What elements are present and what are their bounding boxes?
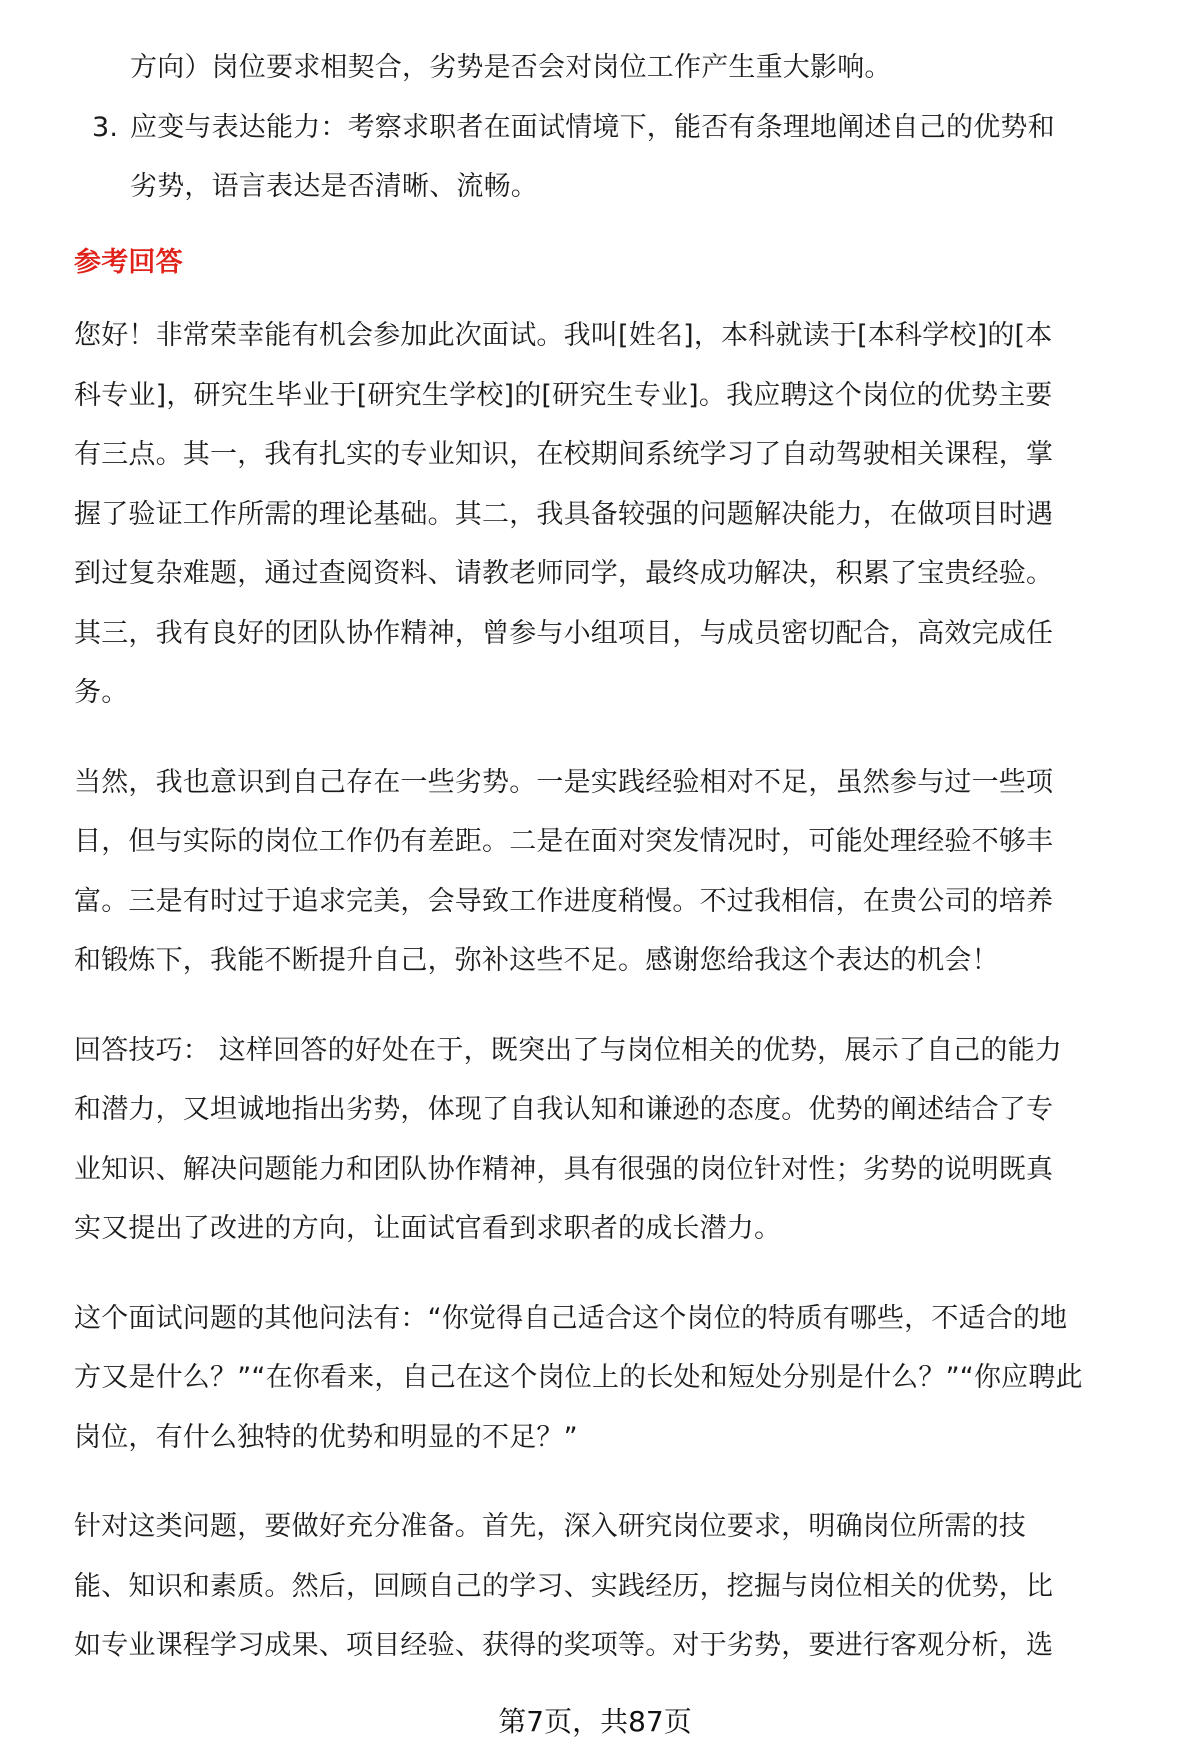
- paragraph-line: 业知识、解决问题能力和团队协作精神，具有很强的岗位针对性；劣势的说明既真: [74, 1153, 1054, 1185]
- paragraph-line: 回答技巧： 这样回答的好处在于，既突出了与岗位相关的优势，展示了自己的能力: [74, 1034, 1062, 1066]
- paragraph-line: 和潜力，又坦诚地指出劣势，体现了自我认知和谦逊的态度。优势的阐述结合了专: [74, 1094, 1054, 1125]
- page-content: [74, 38, 1162, 1706]
- paragraph-weaknesses: [74, 753, 1162, 991]
- paragraph-line: 其三，我有良好的团队协作精神，曾参与小组项目，与成员密切配合，高效完成任: [74, 617, 1054, 649]
- list-item-3: [74, 98, 1162, 217]
- paragraph-line: 有三点。其一，我有扎实的专业知识，在校期间系统学习了自动驾驶相关课程，掌: [74, 439, 1054, 470]
- paragraph-line: 到过复杂难题，通过查阅资料、请教老师同学，最终成功解决，积累了宝贵经验。: [74, 558, 1054, 589]
- paragraph-line: 当然，我也意识到自己存在一些劣势。一是实践经验相对不足，虽然参与过一些项: [74, 766, 1054, 798]
- list-item-3-number: 3.: [92, 111, 119, 143]
- paragraph-line: 和锻炼下，我能不断提升自己，弥补这些不足。感谢您给我这个表达的机会！: [74, 945, 999, 976]
- paragraph-line: 岗位，有什么独特的优势和明显的不足？”: [74, 1421, 578, 1453]
- paragraph-line: 握了验证工作所需的理论基础。其二，我具备较强的问题解决能力，在做项目时遇: [74, 498, 1054, 530]
- paragraph-line: 针对这类问题，要做好充分准备。首先，深入研究岗位要求，明确岗位所需的技: [74, 1511, 1026, 1542]
- paragraph-preparation: [74, 1497, 1162, 1676]
- list-item-3-text-line-2: 劣势，语言表达是否清晰、流畅。: [130, 171, 538, 202]
- paragraph-alternate-questions: [74, 1289, 1162, 1468]
- paragraph-line: 科专业]，研究生毕业于[研究生学校]的[研究生专业]。我应聘这个岗位的优势主要: [74, 379, 1053, 411]
- paragraph-answer-tips: [74, 1021, 1162, 1259]
- paragraph-line: 目，但与实际的岗位工作仍有差距。二是在面对突发情况时，可能处理经验不够丰: [74, 826, 1054, 857]
- paragraph-line: 方又是什么？”“在你看来，自己在这个岗位上的长处和短处分别是什么？”“你应聘此: [74, 1362, 1083, 1393]
- paragraph-line: 实又提出了改进的方向，让面试官看到求职者的成长潜力。: [74, 1213, 782, 1244]
- list-item-3-text-line-1: 应变与表达能力：考察求职者在面试情境下，能否有条理地阐述自己的优势和: [130, 111, 1055, 143]
- section-heading-reference-answer: 参考回答: [74, 246, 183, 278]
- paragraph-line: 这个面试问题的其他问法有：“你觉得自己适合这个岗位的特质有哪些，不适合的地: [74, 1302, 1068, 1334]
- list-item-2-continuation: 方向）岗位要求相契合，劣势是否会对岗位工作产生重大影响。: [130, 52, 892, 83]
- page-number-footer: 第7页，共87页: [498, 1705, 692, 1738]
- paragraph-line: 富。三是有时过于追求完美，会导致工作进度稍慢。不过我相信，在贵公司的培养: [74, 885, 1054, 917]
- paragraph-self-intro: [74, 306, 1162, 723]
- paragraph-line: 您好！非常荣幸能有机会参加此次面试。我叫[姓名]，本科就读于[本科学校]的[本: [74, 320, 1053, 351]
- paragraph-line: 如专业课程学习成果、项目经验、获得的奖项等。对于劣势，要进行客观分析，选: [74, 1630, 1054, 1661]
- paragraph-line: 务。: [74, 677, 129, 708]
- paragraph-line: 能、知识和素质。然后，回顾自己的学习、实践经历，挖掘与岗位相关的优势，比: [74, 1570, 1054, 1602]
